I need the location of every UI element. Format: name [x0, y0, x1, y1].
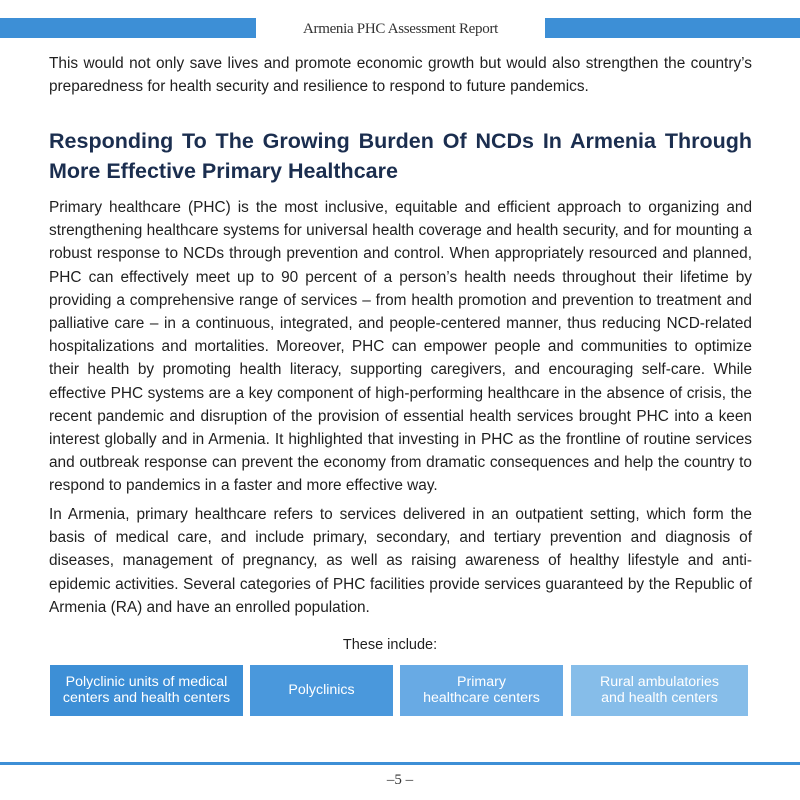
header-title: Armenia PHC Assessment Report [302, 21, 499, 37]
intro-paragraph: This would not only save lives and promote economic growth but would also strengthen the country’s preparedness for health security and resilience to respond to future pandemics. [49, 55, 752, 96]
facility-box-line: healthcare centers [423, 689, 540, 706]
facility-box-polyclinic-units [50, 665, 243, 716]
footer-divider [0, 762, 800, 765]
facility-box-line: centers and health centers [62, 689, 231, 706]
facility-box-line: and health centers [601, 689, 718, 706]
facility-box-line: Polyclinic units of medical [65, 674, 228, 690]
facility-box-primary-healthcare-centers [400, 665, 563, 716]
facility-box-line: Primary [457, 674, 506, 690]
facility-box-line: Polyclinics [288, 681, 355, 698]
section-heading: Responding To The Growing Burden Of NCDs In Armenia Through More Effective Primary Healthcare [49, 129, 752, 183]
facility-box-line: Rural ambulatories [599, 674, 720, 690]
header-bar-left [0, 18, 256, 38]
facility-box-rural-ambulatories [571, 665, 748, 716]
body-paragraph-2: In Armenia, primary healthcare refers to services delivered in an outpatient setting, which form the basis of medical care, and include primary, secondary, and tertiary prevention and diagnosis of diseases, management of pregnancy, as well as raising awareness of healthy lifestyle and anti-epidemic activities. Several categories of PHC facilities provide services guaranteed by the Republic of Armenia (RA) and have an enrolled population. [49, 506, 752, 616]
body-paragraph-1: Primary healthcare (PHC) is the most inclusive, equitable and efficient approach to organizing and strengthening healthcare systems for universal health coverage and health security, and for mounting a robust response to NCDs through prevention and control. When appropriately resourced and planned, PHC can effectively meet up to 90 percent of a person’s health needs throughout their lifetime by providing a comprehensive range of services – from health promotion and prevention to treatment and palliative care – in a continuous, integrated, and people-centered manner, thus reducing NCD-related hospitalizations and mortalities. Moreover, PHC can empower people and communities to optimize their health by promoting health literacy, supporting caregivers, and encouraging self-care. While effective PHC systems are a key component of high-performing healthcare in the absence of crisis, the recent pandemic and disruption of the provision of essential health services brought PHC into a keen interest globally and in Armenia. It highlighted that investing in PHC as the frontline of routine services and outbreak response can prevent the economy from dramatic consequences and help the country to respond to pandemics in a faster and more effective way. [49, 199, 752, 495]
facilities-caption: These include: [342, 637, 438, 653]
header-bar-right [545, 18, 800, 38]
facility-box-polyclinics [250, 665, 393, 716]
page-number: –5 – [386, 772, 414, 788]
